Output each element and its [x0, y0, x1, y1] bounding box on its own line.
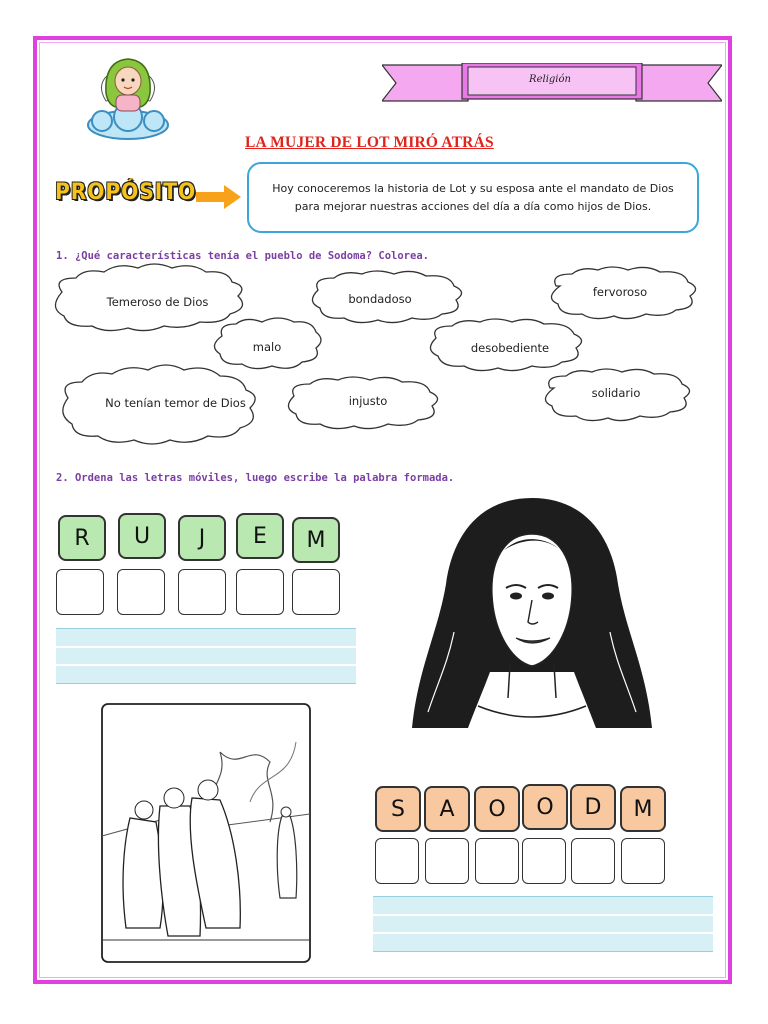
letter-tile[interactable]: D	[570, 784, 616, 830]
letter-tile[interactable]: R	[58, 515, 106, 561]
answer-box[interactable]	[375, 838, 419, 884]
answer-box[interactable]	[117, 569, 165, 615]
letter-tile[interactable]: O	[474, 786, 520, 832]
purpose-text: Hoy conoceremos la historia de Lot y su esposa ante el mandato de Dios para mejorar nuestras acciones del día a día como hijos de Dios.	[272, 181, 674, 213]
letter-tile[interactable]: J	[178, 515, 226, 561]
question-1: 1. ¿Qué características tenía el pueblo de Sodoma? Colorea.	[56, 250, 429, 262]
letter-tile[interactable]: O	[522, 784, 568, 830]
answer-box[interactable]	[292, 569, 340, 615]
cloud-bondadoso[interactable]: bondadoso	[348, 292, 412, 306]
cloud-no-temor[interactable]: No tenían temor de Dios	[105, 396, 246, 410]
answer-box[interactable]	[621, 838, 665, 884]
writing-lines[interactable]	[373, 896, 713, 952]
answer-box[interactable]	[236, 569, 284, 615]
letter-tile[interactable]: M	[620, 786, 666, 832]
letter-tile[interactable]: M	[292, 517, 340, 563]
letter-tile[interactable]: A	[424, 786, 470, 832]
cloud-injusto[interactable]: injusto	[348, 394, 388, 408]
cloud-desobediente[interactable]: desobediente	[470, 341, 550, 355]
cloud-fervoroso[interactable]: fervoroso	[592, 285, 648, 299]
question-2: 2. Ordena las letras móviles, luego escribe la palabra formada.	[56, 472, 455, 484]
answer-box[interactable]	[56, 569, 104, 615]
subject-label: Religión	[529, 74, 571, 85]
answer-box[interactable]	[475, 838, 519, 884]
letter-tile[interactable]: U	[118, 513, 166, 559]
writing-lines[interactable]	[56, 628, 356, 684]
letter-tile[interactable]: S	[375, 786, 421, 832]
answer-box[interactable]	[178, 569, 226, 615]
cloud-solidario[interactable]: solidario	[591, 386, 641, 400]
cloud-temeroso[interactable]: Temeroso de Dios	[106, 295, 209, 309]
lot-scene-illustration	[100, 702, 312, 964]
cloud-malo[interactable]: malo	[252, 340, 282, 354]
letter-tile[interactable]: E	[236, 513, 284, 559]
answer-box[interactable]	[571, 838, 615, 884]
answer-box[interactable]	[522, 838, 566, 884]
answer-box[interactable]	[425, 838, 469, 884]
purpose-label: PROPÓSITO	[55, 180, 197, 205]
woman-portrait	[408, 492, 656, 740]
worksheet-title: LA MUJER DE LOT MIRÓ ATRÁS	[245, 134, 494, 151]
